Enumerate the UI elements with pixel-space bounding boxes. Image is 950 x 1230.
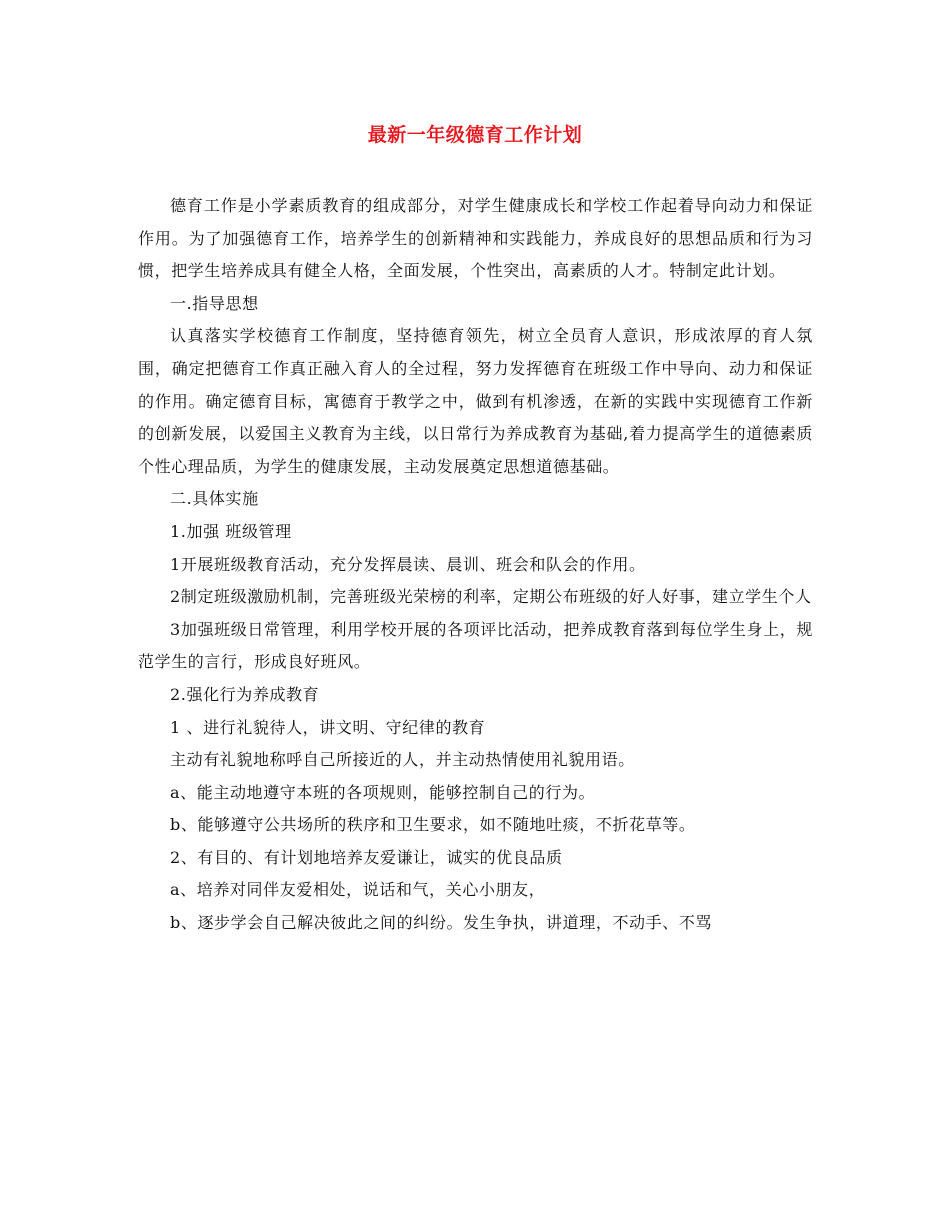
- list-item: b、逐步学会自己解决彼此之间的纠纷。发生争执，讲道理，不动手、不骂: [170, 913, 713, 933]
- list-item: a、培养对同伴友爱相处，说话和气，关心小朋友，: [170, 880, 546, 900]
- document-body: [138, 190, 813, 940]
- subheading-class-management: 1.加强 班级管理: [170, 521, 292, 541]
- list-item: 3加强班级日常管理，利用学校开展的各项评比活动，把养成教育落到每位学生身上，规范学生的言行，形成良好班风。: [138, 619, 813, 672]
- list-item: 1开展班级教育活动，充分发挥晨读、晨训、班会和队会的作用。: [170, 554, 646, 574]
- subheading-behavior-education: 2.强化行为养成教育: [170, 684, 320, 704]
- paragraph-intro: 德育工作是小学素质教育的组成部分，对学生健康成长和学校工作起着导向动力和保证作用。为了加强德育工作，培养学生的创新精神和实践能力，养成良好的思想品质和行为习惯，把学生培养成具有健全人格，全面发展，个性突出，高素质的人才。特制定此计划。: [138, 196, 813, 281]
- document-title: 最新一年级德育工作计划: [367, 124, 583, 146]
- heading-guiding-ideology: 一.指导思想: [170, 293, 259, 313]
- list-item: 2、有目的、有计划地培养友爱谦让，诚实的优良品质: [170, 847, 563, 867]
- heading-implementation: 二.具体实施: [170, 489, 259, 509]
- list-item: 1 、进行礼貌待人，讲文明、守纪律的教育: [170, 717, 486, 737]
- paragraph-guiding-ideology: 认真落实学校德育工作制度，坚持德育领先，树立全员育人意识，形成浓厚的育人氛围，确定把德育工作真正融入育人的全过程，努力发挥德育在班级工作中导向、动力和保证的作用。确定德育目标，寓德育于教学之中，做到有机渗透，在新的实践中实现德育工作新的创新发展，以爱国主义教育为主线，以日常行为养成教育为基础,着力提高学生的道德素质个性心理品质，为学生的健康发展，主动发展奠定思想道德基础。: [138, 326, 813, 476]
- list-item: a、能主动地遵守本班的各项规则，能够控制自己的行为。: [170, 782, 596, 802]
- list-item: 主动有礼貌地称呼自己所接近的人，并主动热情使用礼貌用语。: [170, 750, 635, 770]
- list-item: b、能够遵守公共场所的秩序和卫生要求，如不随地吐痰，不折花草等。: [170, 815, 696, 835]
- list-item: 2制定班级激励机制，完善班级光荣榜的利率，定期公布班级的好人好事，建立学生个人: [170, 587, 812, 607]
